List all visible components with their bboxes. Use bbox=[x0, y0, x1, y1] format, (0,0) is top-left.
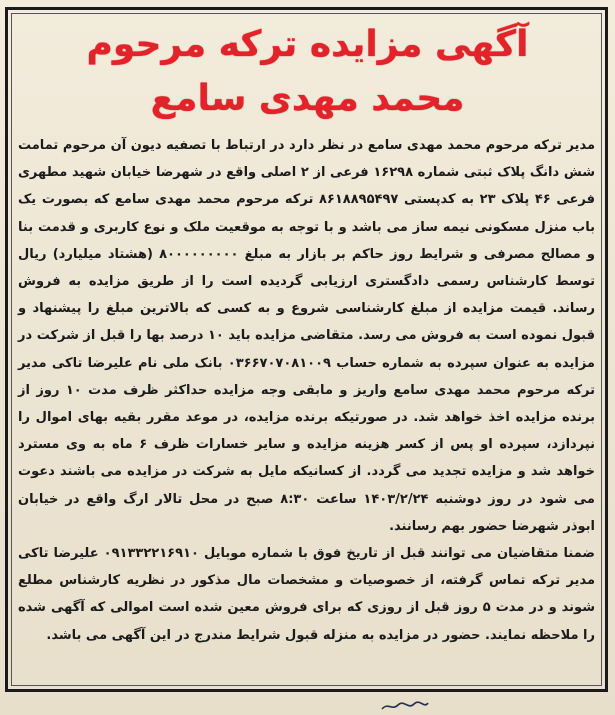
notice-paragraph-1: مدیر ترکه مرحوم محمد مهدی سامع در نظر دارد در ارتباط با تصفیه دیون آن مرحوم تمامت شش دانگ پلاک ثبتی شماره ۱۶۲۹۸ فرعی از ۲ اصلی واقع در شهرضا خیابان شهید مطهری فرعی ۴۶ پلاک ۲۳ به کدپستی ۸۶۱۸۸۹۵۴۹۷ ترکه مرحوم محمد مهدی سامع که بصورت یک باب منزل مسکونی نیمه ساز می باشد و با توجه به موقعیت ملک و نوع کاربری و قدمت بنا و مصالح مصرفی و شرایط روز حاکم بر بازار به مبلغ ۸۰۰۰۰۰۰۰۰۰ (هشتاد میلیارد) ریال توسط کارشناس رسمی دادگستری ارزیابی گردیده است را از طریق مزایده به فروش رساند. قیمت مزایده از مبلغ کارشناسی شروع و به کسی که بالاترین مبلغ را پیشنهاد و قبول نموده است به فروش می رسد. متقاضی مزایده باید ۱۰ درصد بها را قبل از شرکت در مزایده به عنوان سپرده به شماره حساب ۰۳۶۶۷۰۷۰۸۱۰۰۹ بانک ملی نام علیرضا تاکی مدیر ترکه مرحوم محمد مهدی سامع واریز و مابقی وجه مزایده حداکثر ظرف مدت ۱۰ روز از برنده مزایده اخذ خواهد شد. در صورتیکه برنده مزایده، در موعد مقرر بقیه بهای اموال را نپردازد، سپرده او پس از کسر هزینه مزایده و سایر خسارات ظرف ۶ ماه به وی مسترد خواهد شد و مزایده تجدید می گردد. از کسانیکه مایل به شرکت در مزایده می باشند دعوت می شود در روز دوشنبه ۱۴۰۳/۲/۲۴ ساعت ۸:۳۰ صبح در محل تالار ارگ واقع در خیابان ابوذر شهرضا حضور بهم رسانند. bbox=[18, 138, 596, 534]
notice-paragraph-2: ضمنا متقاضیان می توانند قبل از تاریخ فوق با شماره موبایل ۰۹۱۳۳۲۲۱۶۹۱۰ علیرضا تاکی مدیر ترکه تماس گرفته، از خصوصیات و مشخصات مال مذکور در نظریه کارشناس مطلع شوند و در مدت ۵ روز قبل از روزی که برای فروش معین شده است اموالی که آگهی شده را ملاحظه نمایند. حضور در مزایده به منزله قبول شرایط مندرج در این آگهی می باشد. bbox=[18, 546, 595, 643]
notice-title-line-1: آگهی مزایده ترکه مرحوم bbox=[86, 24, 529, 65]
handwritten-signature-mark bbox=[380, 700, 430, 712]
notice-body bbox=[18, 132, 595, 649]
notice-title-line-2: محمد مهدی سامع bbox=[150, 78, 465, 119]
